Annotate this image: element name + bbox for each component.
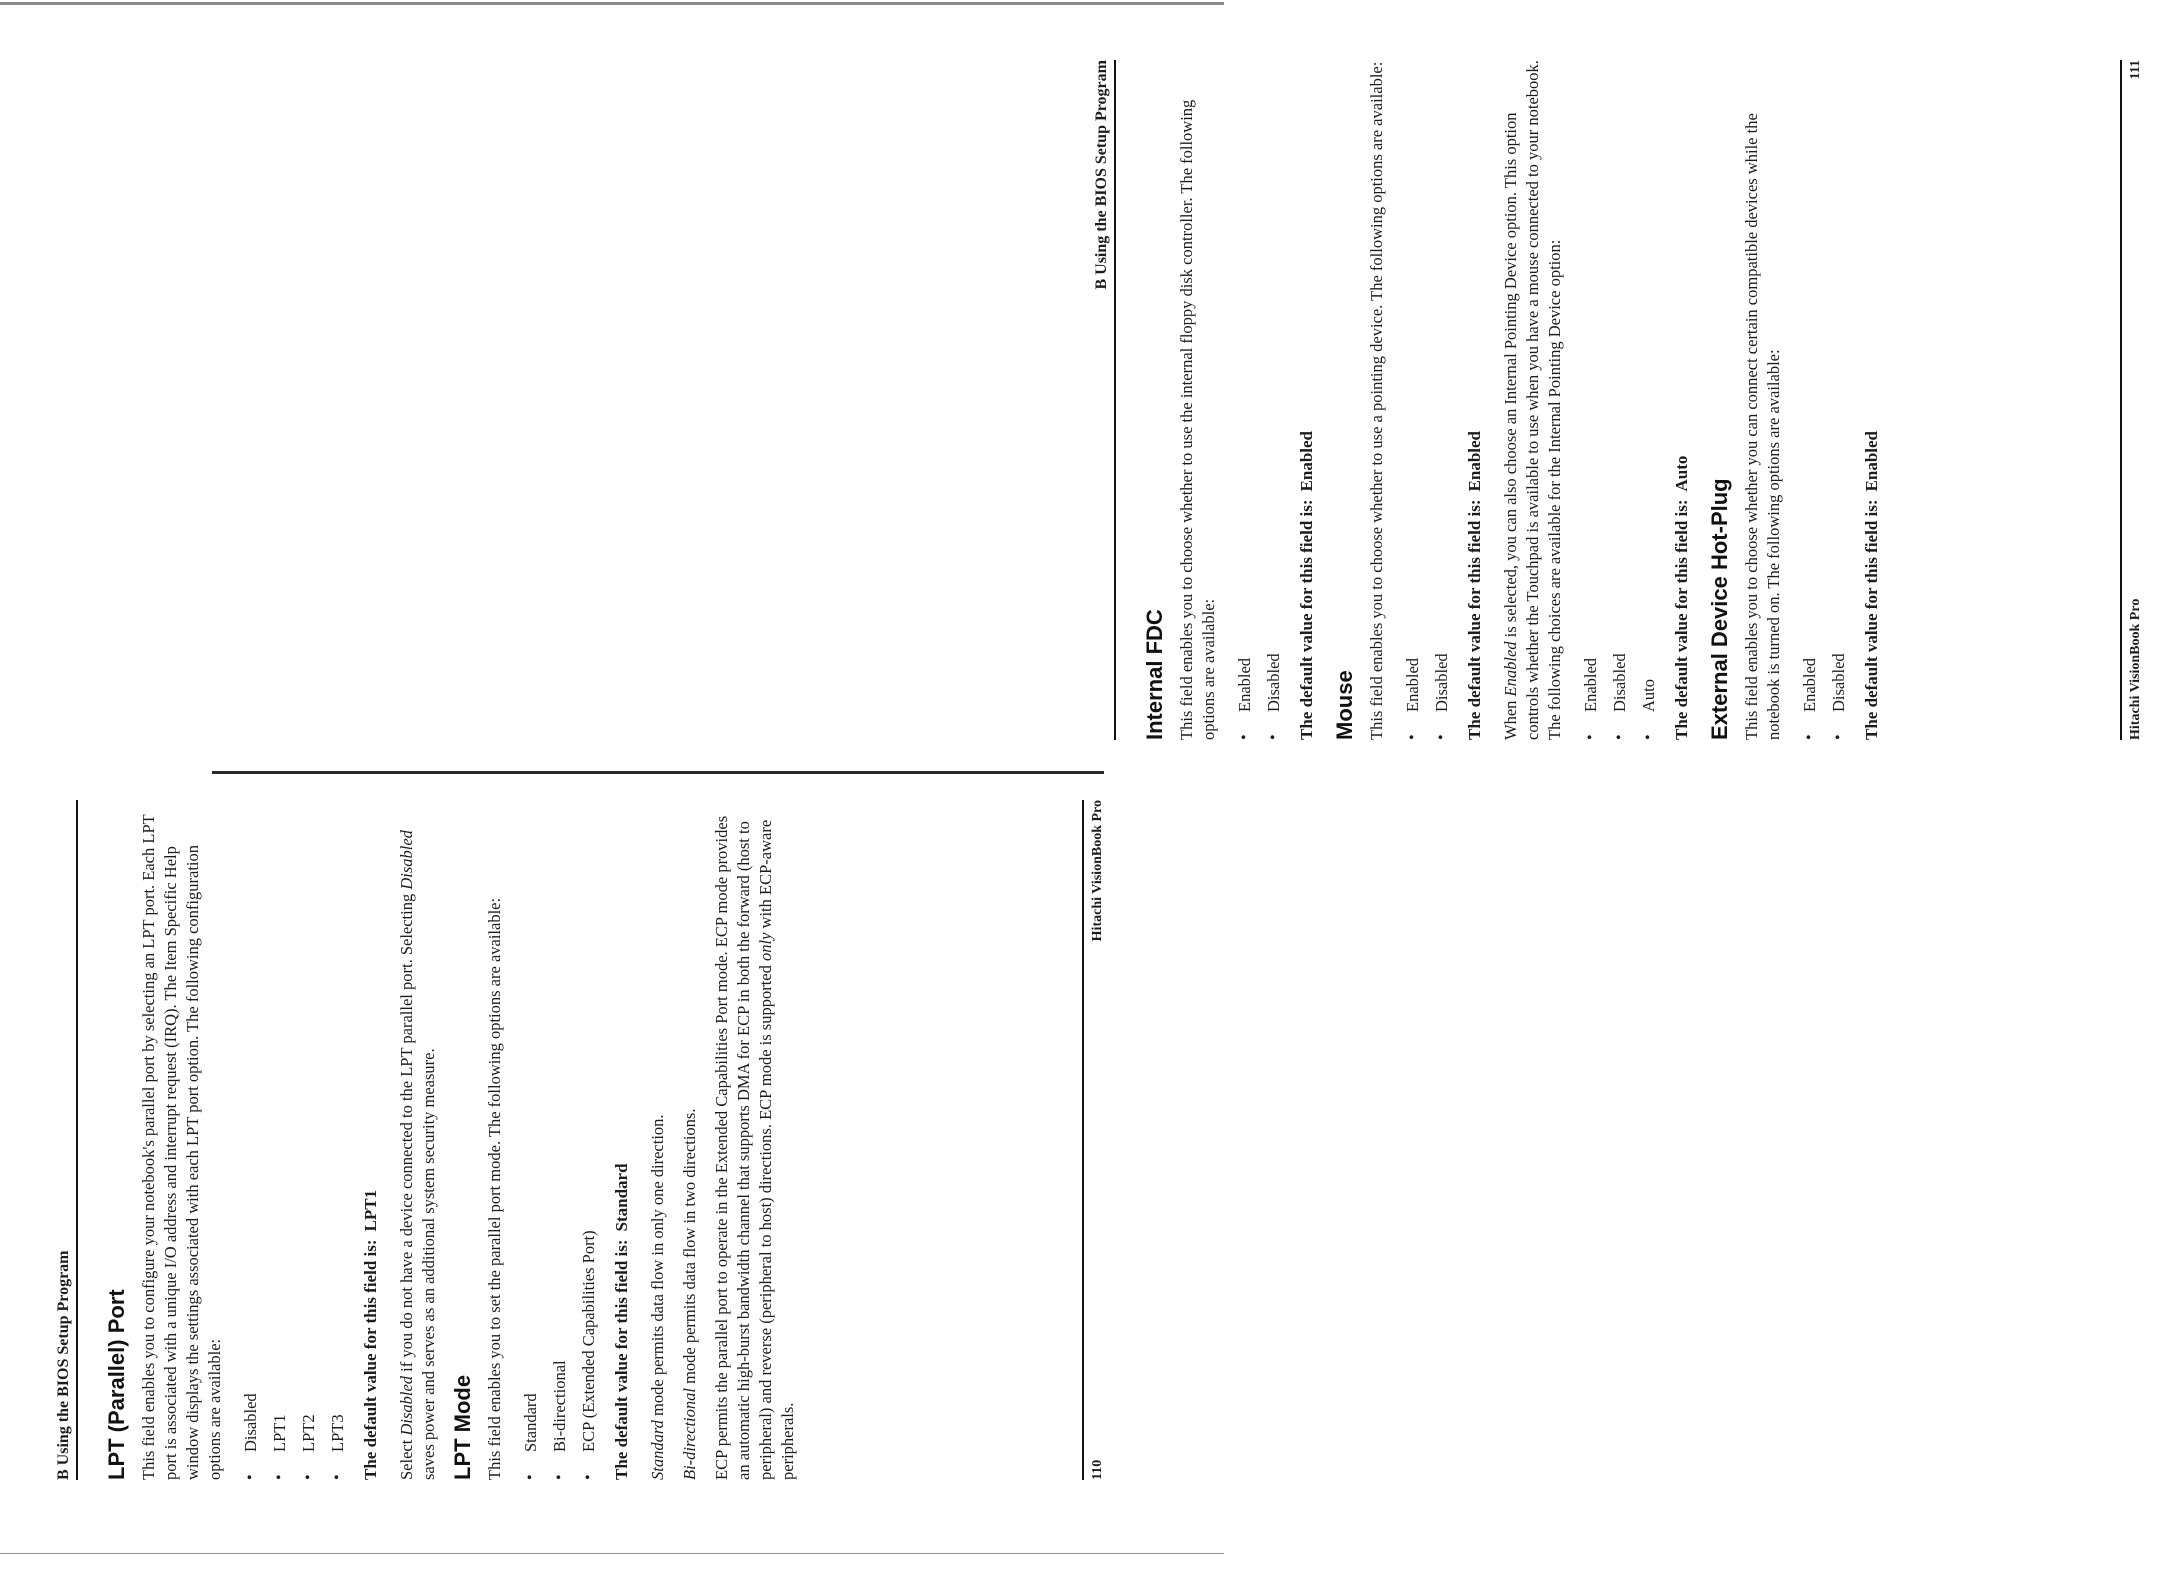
- option-item: • Enabled: [1398, 60, 1427, 740]
- option-item: • Bi-directional: [545, 800, 574, 1480]
- note-text: mode permits data flow in two directions.: [680, 1108, 699, 1389]
- footer-product: Hitachi VisionBook Pro: [1090, 800, 1105, 942]
- option-item: • Enabled: [1576, 60, 1605, 740]
- section-title-mouse: Mouse: [1332, 670, 1357, 740]
- default-value: Enabled: [1297, 430, 1316, 492]
- hot-plug-options: [1795, 60, 1853, 740]
- note-emphasis: Bi-directional: [680, 1388, 699, 1480]
- page-gutter-line: [212, 771, 1104, 774]
- default-value: Enabled: [1862, 430, 1881, 492]
- option-item: • LPT1: [265, 800, 294, 1480]
- default-label: The default value for this field is:: [1862, 499, 1881, 740]
- page-body: [1134, 60, 1897, 740]
- default-value: Auto: [1672, 455, 1691, 492]
- header-rule: [1114, 60, 1116, 740]
- ecp-mode-note: [711, 800, 799, 1480]
- default-value: Standard: [612, 1163, 631, 1232]
- note-text: if you do not have a device connected to the LPT parallel port. Selecting: [397, 889, 416, 1376]
- mouse-options: [1398, 60, 1456, 740]
- pointing-device-options: [1576, 60, 1663, 740]
- mouse-intro: This field enables you to choose whether to use a pointing device. The following options are available:: [1367, 61, 1386, 740]
- option-item: • ECP (Extended Capabilities Port): [574, 800, 603, 1480]
- note-emphasis: Disabled: [397, 1375, 416, 1436]
- standard-mode-note: [647, 800, 669, 1480]
- note-text: When: [1501, 696, 1520, 740]
- default-label: The default value for this field is:: [1297, 499, 1316, 740]
- section-title-lpt-mode: LPT Mode: [450, 1374, 475, 1480]
- page-110: [52, 800, 1132, 1480]
- default-label: The default value for this field is:: [1672, 499, 1691, 740]
- running-head-text: B Using the BIOS Setup Program: [1093, 60, 1110, 290]
- option-item: • Enabled: [1795, 60, 1824, 740]
- note-text: Select: [397, 1435, 416, 1480]
- scan-edge-top: [0, 2, 1224, 5]
- option-item: • Auto: [1634, 60, 1663, 740]
- internal-fdc-options: [1230, 60, 1288, 740]
- page-body: [96, 800, 809, 1480]
- default-label: The default value for this field is:: [361, 1239, 380, 1480]
- lpt-mode-options: [516, 800, 603, 1480]
- default-value: Enabled: [1465, 430, 1484, 492]
- option-item: • Disabled: [1427, 60, 1456, 740]
- option-item: • LPT3: [323, 800, 352, 1480]
- footer-rule: [1082, 800, 1084, 1480]
- internal-fdc-intro: This field enables you to choose whether to use the internal floppy disk controller. The following options are available:: [1177, 99, 1218, 740]
- internal-fdc-default: [1296, 60, 1318, 740]
- hot-plug-default: [1861, 60, 1883, 740]
- lpt-port-intro: This field enables you to configure your notebook's parallel port by selecting an LPT port. Each LPT port is associated with a unique I/O address and interrupt request (IRQ). The Item Specific Help window displays the settings associated with each LPT port option. The following configuration options are available:: [139, 814, 224, 1480]
- bidirectional-mode-note: [679, 800, 701, 1480]
- scan-edge-bottom: [0, 1553, 1224, 1554]
- mouse-default: [1464, 60, 1486, 740]
- default-value: LPT1: [361, 1189, 380, 1232]
- pointing-device-note: [1500, 60, 1566, 740]
- lpt-port-disabled-note: [396, 800, 440, 1480]
- page-number: 110: [1090, 1459, 1105, 1480]
- lpt-mode-default: [611, 800, 633, 1480]
- option-item: • Disabled: [236, 800, 265, 1480]
- note-emphasis: Disabled: [397, 830, 416, 890]
- note-text: with ECP-aware peripherals.: [756, 819, 797, 1480]
- note-emphasis: Enabled: [1501, 641, 1520, 697]
- footer-rule: [2120, 60, 2122, 740]
- option-item: • Disabled: [1824, 60, 1853, 740]
- default-label: The default value for this field is:: [1465, 499, 1484, 740]
- option-item: • LPT2: [294, 800, 323, 1480]
- running-head-text: B Using the BIOS Setup Program: [55, 1250, 72, 1480]
- footer-product: Hitachi VisionBook Pro: [2128, 598, 2143, 740]
- page-111: [1090, 60, 2170, 740]
- lpt-port-options: [236, 800, 352, 1480]
- note-text: is selected, you can also choose an Internal Pointing Device option. This option controls whether the Touchpad is available to use when you have a mouse connected to your notebook. The following choices are available for the Internal Pointing Device option:: [1501, 60, 1564, 740]
- note-emphasis: Standard: [648, 1420, 667, 1480]
- default-label: The default value for this field is:: [612, 1239, 631, 1480]
- option-item: • Standard: [516, 800, 545, 1480]
- note-text: ECP permits the parallel port to operate in the Extended Capabilities Port mode. ECP mode provides an automatic high-burst bandwidth channel that supports DMA for ECP in both the forward (host to peripheral) and reverse (peripheral to host) directions. ECP mode is supported: [712, 815, 775, 1480]
- running-head: [52, 800, 78, 1480]
- section-title-lpt-port: LPT (Parallel) Port: [104, 1289, 129, 1480]
- running-head: [1090, 60, 1116, 740]
- header-rule: [76, 800, 78, 1480]
- running-foot: [1082, 800, 1114, 1480]
- note-text: saves power and serves as an additional system security measure.: [419, 1048, 438, 1480]
- note-text: mode permits data flow in only one direction.: [648, 1114, 667, 1421]
- option-item: • Enabled: [1230, 60, 1259, 740]
- section-title-internal-fdc: Internal FDC: [1142, 609, 1167, 740]
- page-number: 111: [2128, 60, 2143, 80]
- lpt-mode-intro: This field enables you to set the parallel port mode. The following options are available:: [485, 897, 504, 1480]
- running-foot: [2120, 60, 2152, 740]
- section-title-hot-plug: External Device Hot-Plug: [1707, 478, 1732, 740]
- option-item: • Disabled: [1605, 60, 1634, 740]
- option-item: • Disabled: [1259, 60, 1288, 740]
- lpt-port-default: [360, 800, 382, 1480]
- note-emphasis: only: [756, 932, 775, 961]
- hot-plug-intro: This field enables you to choose whether you can connect certain compatible devices while the notebook is turned on. The following options are available:: [1742, 113, 1783, 740]
- pointing-device-default: [1671, 60, 1693, 740]
